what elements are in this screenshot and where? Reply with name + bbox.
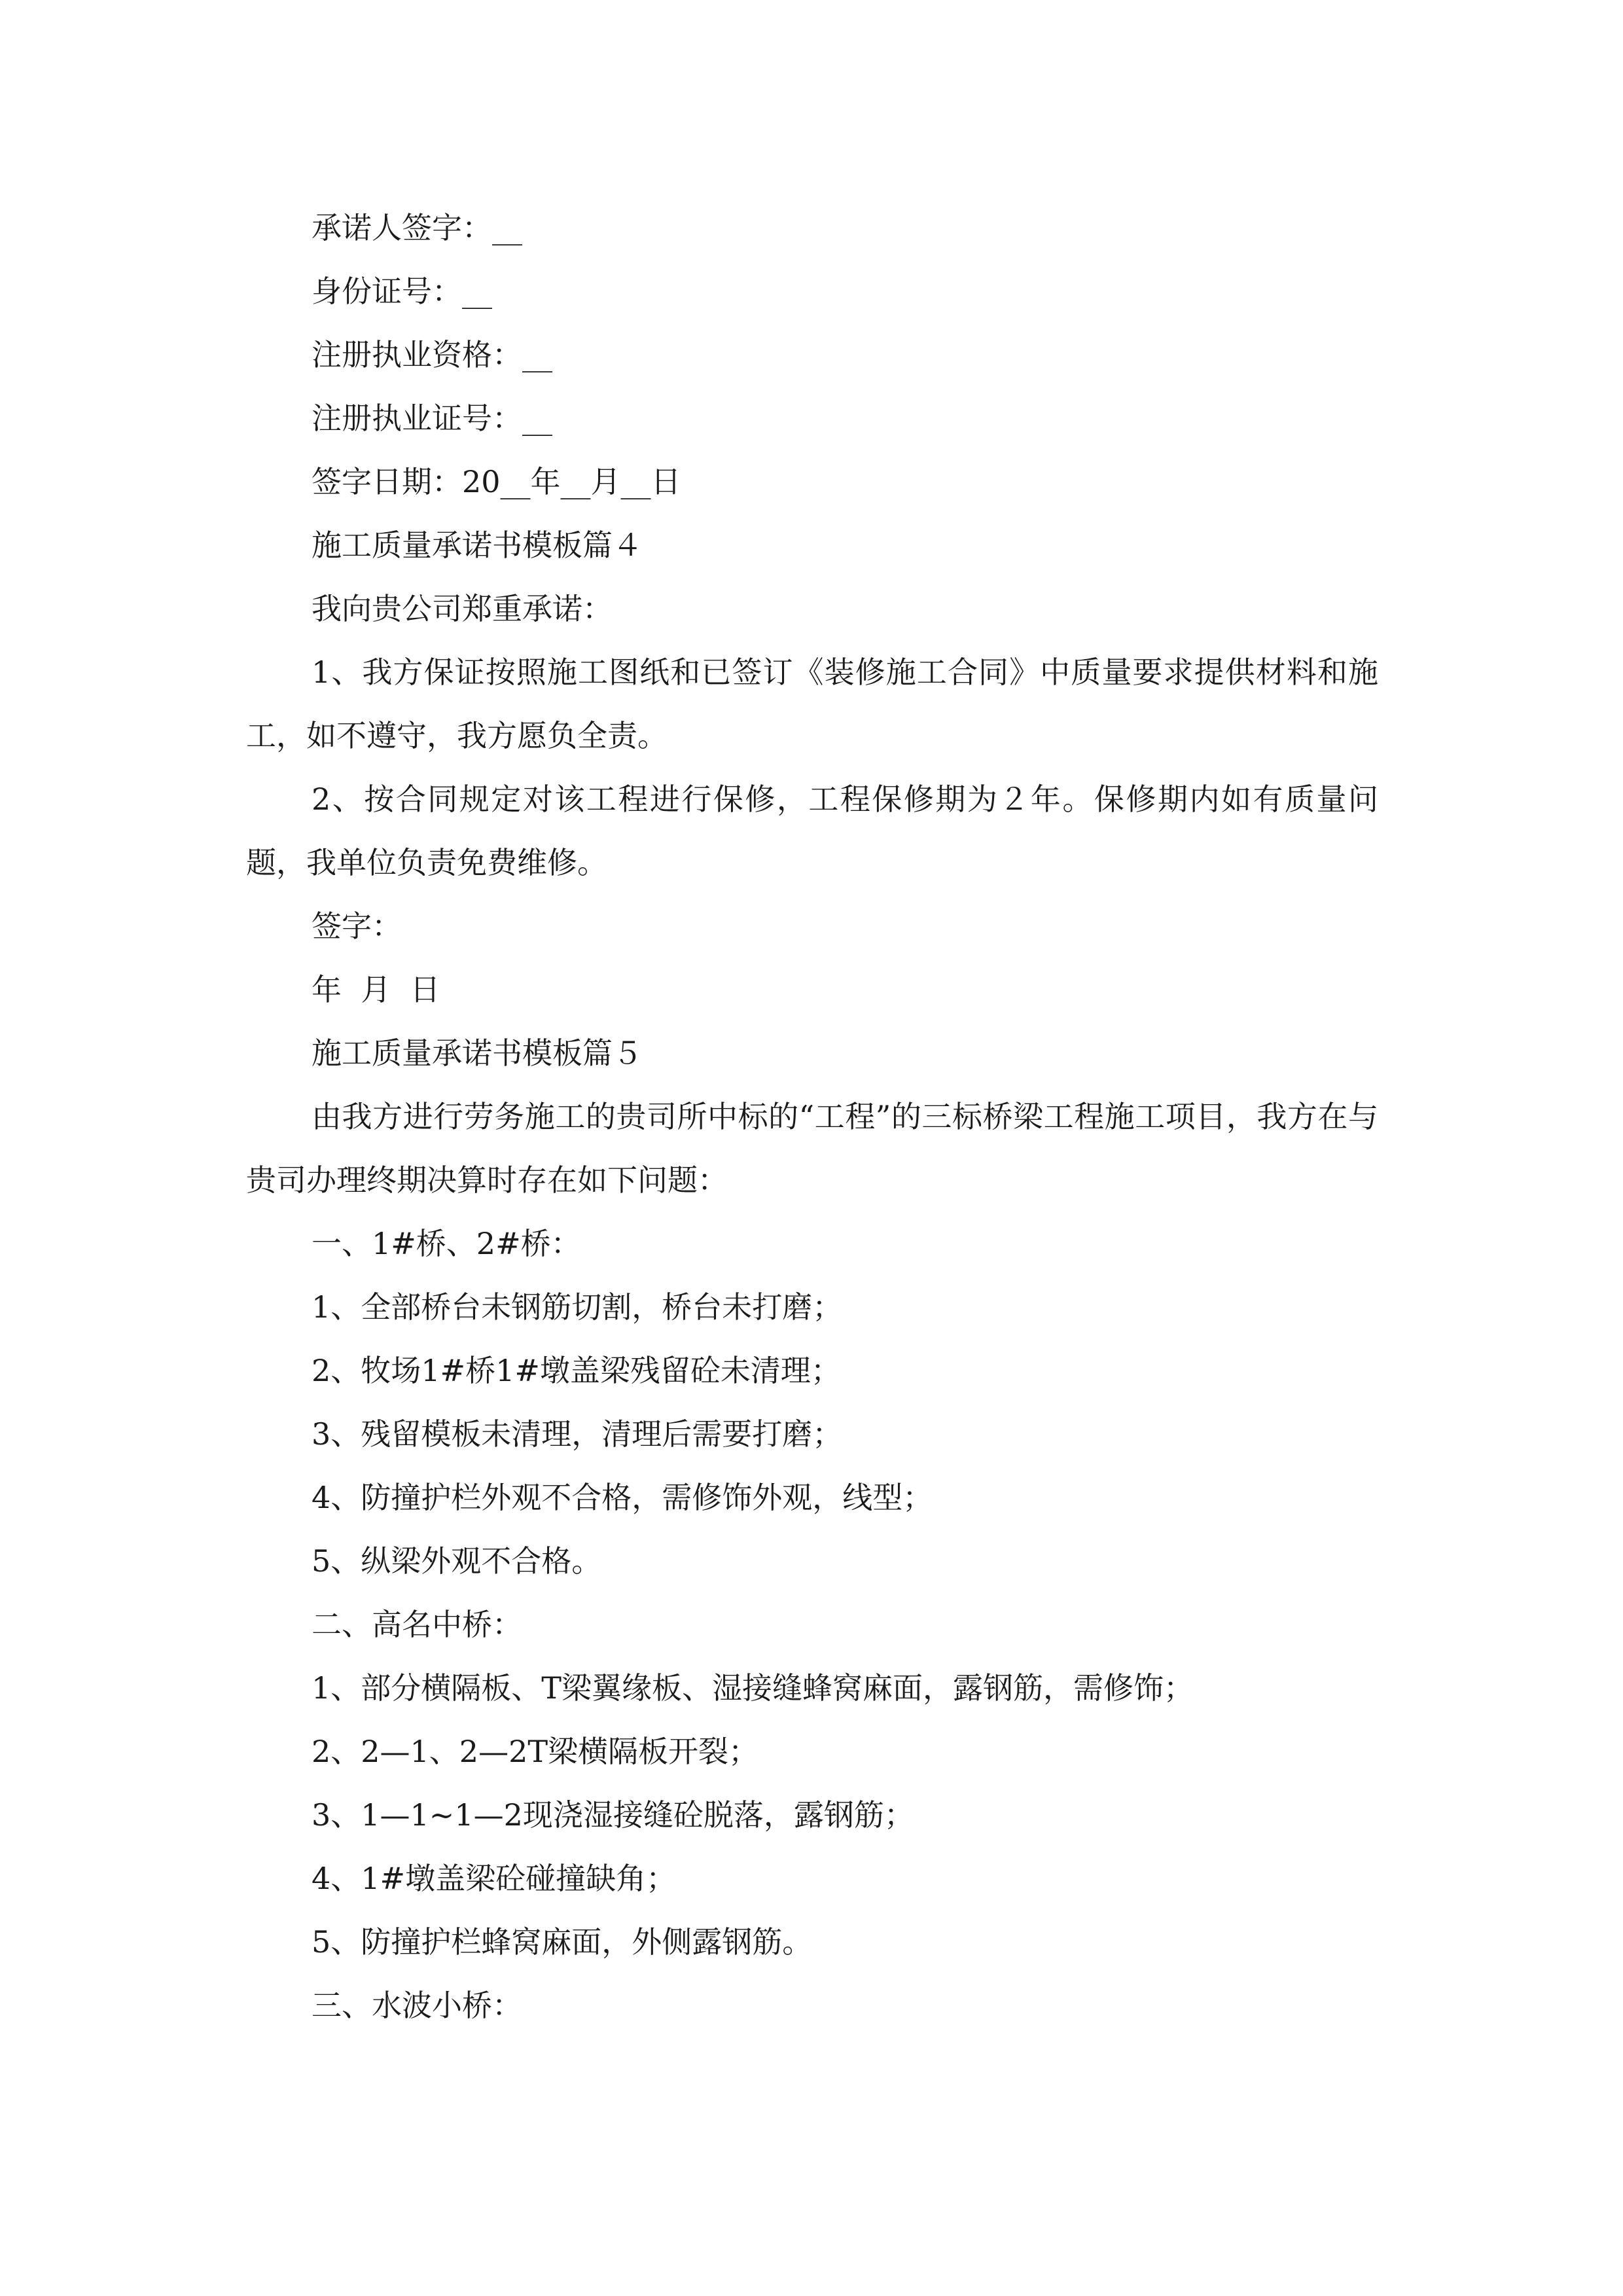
list-item: 4、防撞护栏外观不合格，需修饰外观，线型； (312, 1480, 933, 1515)
list-item: 5、防撞护栏蜂窝麻面，外侧露钢筋。 (312, 1924, 813, 1960)
list-item: 3、残留模板未清理，清理后需要打磨； (312, 1416, 843, 1452)
paragraph-signing-date: 签字日期：20__年__月__日 (312, 464, 681, 499)
paragraph-id-number: 身份证号：__ (312, 274, 492, 309)
paragraph-item-1: 1、我方保证按照施工图纸和已签订《装修施工合同》中质量要求提供材料和施工，如不遵守，我方愿负全责。 (246, 655, 1378, 753)
subheading-gaoming-bridge: 二、高名中桥： (312, 1607, 522, 1642)
document-body (246, 196, 1378, 2037)
paragraph-registered-qualification: 注册执业资格：__ (312, 337, 552, 372)
list-item: 2、2—1、2—2T梁横隔板开裂； (312, 1734, 759, 1769)
subheading-bridge-1-2: 一、1#桥、2#桥： (312, 1226, 581, 1261)
section-heading-template-5: 施工质量承诺书模板篇５ (312, 1035, 643, 1071)
section-heading-template-4: 施工质量承诺书模板篇４ (312, 528, 643, 563)
list-item: 5、纵梁外观不合格。 (312, 1543, 602, 1579)
list-item: 1、全部桥台未钢筋切割，桥台未打磨； (312, 1289, 843, 1325)
paragraph-item-2: 2、按合同规定对该工程进行保修，工程保修期为２年。保修期内如有质量问题，我单位负责免费维修。 (246, 781, 1378, 880)
paragraph-promisor-signature: 承诺人签字：__ (312, 210, 522, 245)
list-item: 2、牧场1#桥1#墩盖梁残留砼未清理； (312, 1353, 841, 1388)
paragraph-signature: 签字： (312, 908, 402, 944)
paragraph-registered-certificate: 注册执业证号：__ (312, 401, 552, 436)
paragraph-solemn-promise: 我向贵公司郑重承诺： (312, 591, 613, 626)
subheading-shuibo-bridge: 三、水波小桥： (312, 1988, 522, 2023)
list-item: 3、1—1~1—2现浇湿接缝砼脱落，露钢筋； (312, 1797, 914, 1833)
list-item: 4、1#墩盖梁砼碰撞缺角； (312, 1861, 677, 1896)
paragraph-date: 年 月 日 (312, 972, 440, 1007)
paragraph-intro: 由我方进行劳务施工的贵司所中标的“工程”的三标桥梁工程施工项目，我方在与贵司办理终期决算时存在如下问题： (246, 1099, 1378, 1198)
list-item: 1、部分横隔板、T梁翼缘板、湿接缝蜂窝麻面，露钢筋，需修饰； (312, 1670, 1194, 1706)
